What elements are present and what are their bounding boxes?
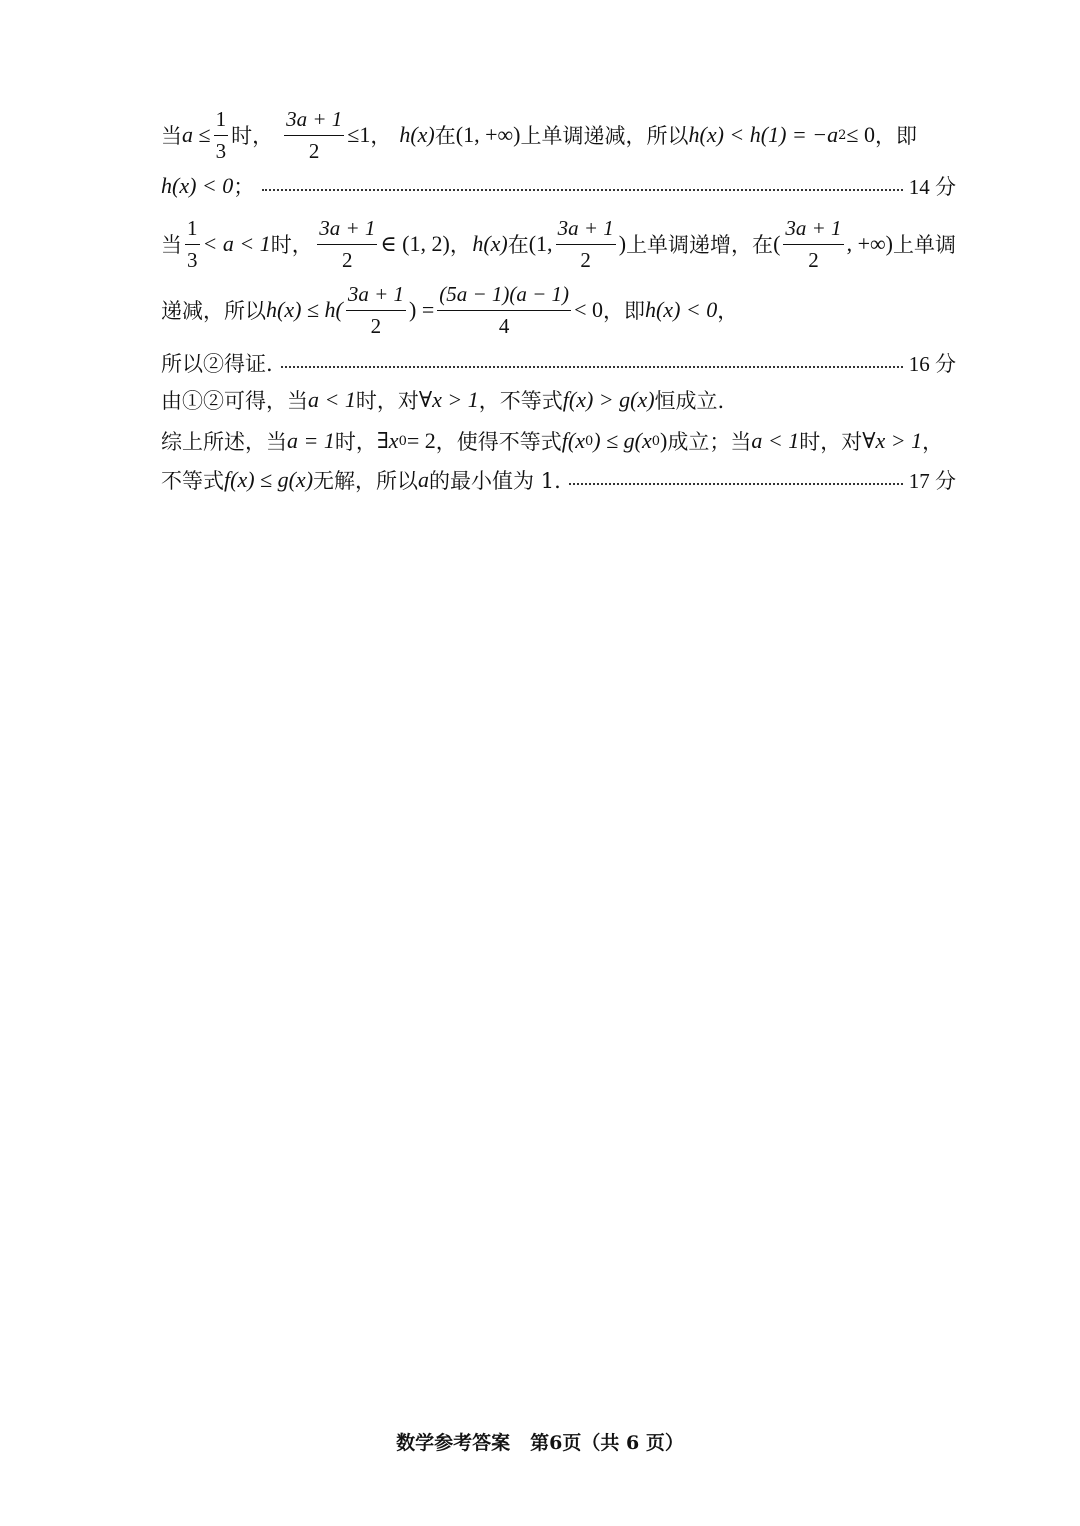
fraction-product-over-4: $\frac{(5a - 1)(a - 1)}{4}$ xyxy=(439,281,570,338)
h-of-x: h(x) xyxy=(399,122,435,147)
text: 当 xyxy=(161,124,182,148)
inequality: h(x) < h(1) = −a xyxy=(688,122,839,147)
solution-line-6: 由①②可得，当 a < 1 时，对 ∀x > 1 ，不等式 f(x) > g(x) 恒成立. xyxy=(161,387,725,413)
solution-line-4: 递减，所以 h(x) ≤ h( $\frac{3a + 1}{2}$ ) = $\frac{(5a - 1)(a - 1)}{4}$ < 0 ，即 h(x) < 0 ， xyxy=(161,281,739,338)
fraction-3a-plus-1-over-2: $\frac{3a + 1}{2}$ xyxy=(319,215,376,272)
solution-line-3: 当 $\frac{1}{3}$ < a < 1 时， $\frac{3a + 1}{2}$ ∈ (1, 2) ， h(x) 在 (1, $\frac{3a + 1}{2}$ ) 上单调递增，在 ( $\frac{3a + 1}{2}$ , +∞) 上单调 xyxy=(161,215,956,272)
footer-page-number: 第6页（共 6 页） xyxy=(530,1432,684,1454)
fraction-3a-plus-1-over-2: $\frac{3a + 1}{2}$ xyxy=(557,215,614,272)
dot-leader xyxy=(569,483,903,485)
fraction-one-third: $\frac{1}{3}$ xyxy=(187,215,198,272)
var-a: a xyxy=(182,122,193,147)
solution-line-5: 所以②得证. 16 分 xyxy=(161,343,956,383)
dot-leader xyxy=(262,189,902,191)
fraction-one-third: $\frac{1}{3}$ xyxy=(215,106,227,163)
score-label: 14 分 xyxy=(908,175,956,199)
solution-line-7: 综上所述，当 a = 1 时， ∃x 0 = 2 ，使得不等式 f(x 0 ) ≤ g(x 0 ) 成立；当 a < 1 时，对 ∀x > 1 ， xyxy=(161,428,944,454)
score-label: 17 分 xyxy=(908,469,956,493)
fraction-3a-plus-1-over-2: $\frac{3a + 1}{2}$ xyxy=(347,281,404,338)
score-label: 16 分 xyxy=(908,352,956,376)
fraction-3a-plus-1-over-2: $\frac{3a + 1}{2}$ xyxy=(286,106,343,163)
dot-leader xyxy=(281,366,903,368)
solution-line-2: h(x) < 0 ； 14 分 xyxy=(161,173,956,199)
footer-subject: 数学参考答案 xyxy=(396,1432,511,1454)
fraction-3a-plus-1-over-2: $\frac{3a + 1}{2}$ xyxy=(785,215,842,272)
solution-line-1: 当 a ≤ $\frac{1}{3}$ 时， $\frac{3a + 1}{2}$ ≤1 ， h(x) 在 (1, +∞) 上单调递减，所以 h(x) < h(1) = −a 2 ≤ 0 ，即 xyxy=(161,106,917,163)
page-footer xyxy=(0,1428,1080,1455)
solution-line-8: 不等式 f(x) ≤ g(x) 无解，所以 a 的最小值为 1. 17 分 xyxy=(161,467,956,493)
